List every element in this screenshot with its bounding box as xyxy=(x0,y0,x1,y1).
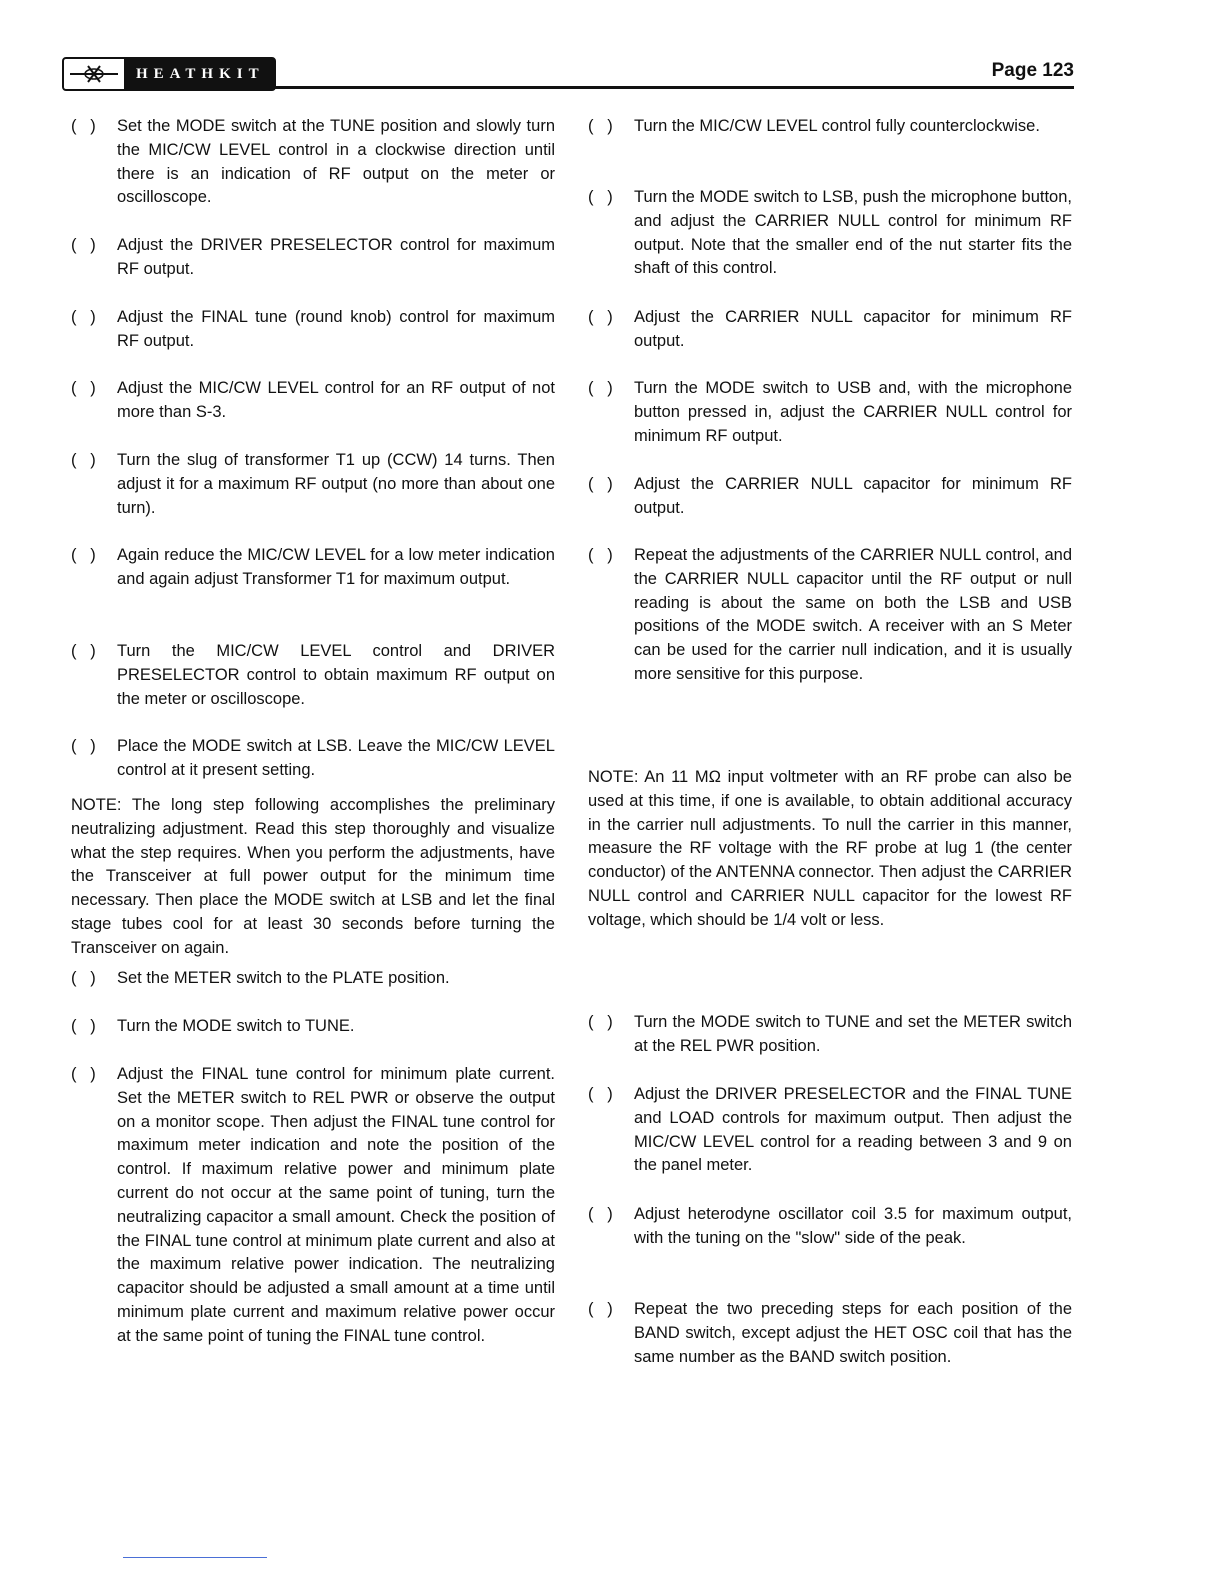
checkbox[interactable]: ( ) xyxy=(588,308,613,326)
checkbox[interactable]: ( ) xyxy=(588,1205,613,1223)
right-step-4: ( ) Turn the MODE switch to USB and, with the microphone button pressed in, adjust the CARRIER NULL control for minimum RF output. xyxy=(588,379,1072,445)
left-step-10: ( ) Turn the MODE switch to TUNE. xyxy=(71,1015,555,1039)
header-rule xyxy=(270,86,1074,89)
checkbox[interactable]: ( ) xyxy=(71,642,96,660)
checkbox[interactable]: ( ) xyxy=(71,969,96,987)
right-step-10: ( ) Repeat the two preceding steps for each position of the BAND switch, except adjust the HET OSC coil that has the same number as the BAND switch position. xyxy=(588,1300,1072,1366)
checkbox[interactable]: ( ) xyxy=(588,546,613,564)
checkbox[interactable]: ( ) xyxy=(588,475,613,493)
checkbox[interactable]: ( ) xyxy=(71,737,96,755)
checkbox[interactable]: ( ) xyxy=(588,1085,613,1103)
checkbox[interactable]: ( ) xyxy=(588,188,613,206)
right-step-7: ( ) Turn the MODE switch to TUNE and set the METER switch at the REL PWR position. xyxy=(588,1013,1072,1055)
logo-emblem-icon xyxy=(64,59,126,89)
checkbox[interactable]: ( ) xyxy=(71,546,96,564)
left-note: NOTE: The long step following accomplishes the preliminary neutralizing adjustment. Read this step thoroughly and visualize what the step requires. When you perform the adjustments, have the Transceiver at full power output for the minimum time necessary. Then place the MODE switch at LSB and let the final stage tubes cool for at least 30 seconds before turning the Transceiver on again. xyxy=(71,796,555,957)
left-step-11: ( ) Adjust the FINAL tune control for minimum plate current. Set the METER switch to REL PWR or observe the output on a monitor scope. Then adjust the FINAL tune control for maximum meter indication and note the position of the control. If maximum relative power and minimum plate current do not occur at the same point of tuning, turn the neutralizing capacitor a small amount. Check the position of the FINAL tune control at minimum plate current and also at the maximum relative power indication. The neutralizing capacitor should be adjusted a small amount at a time until minimum plate current and maximum relative power occur at the same point of tuning the FINAL tune control. xyxy=(71,1065,555,1345)
checkbox[interactable]: ( ) xyxy=(588,117,613,135)
left-step-4: ( ) Adjust the MIC/CW LEVEL control for an RF output of not more than S-3. xyxy=(71,379,555,421)
right-step-2: ( ) Turn the MODE switch to LSB, push the microphone button, and adjust the CARRIER NULL control for minimum RF output. Note that the smaller end of the nut starter fits the shaft of this control. xyxy=(588,188,1072,278)
footer-rule xyxy=(123,1557,267,1558)
checkbox[interactable]: ( ) xyxy=(588,379,613,397)
checkbox[interactable]: ( ) xyxy=(71,308,96,326)
logo-text: HEATHKIT xyxy=(136,65,265,82)
right-step-1: ( ) Turn the MIC/CW LEVEL control fully counterclockwise. xyxy=(588,115,1072,139)
left-step-3: ( ) Adjust the FINAL tune (round knob) control for maximum RF output. xyxy=(71,308,555,350)
right-step-3: ( ) Adjust the CARRIER NULL capacitor for minimum RF output. xyxy=(588,308,1072,350)
right-step-6: ( ) Repeat the adjustments of the CARRIER NULL control, and the CARRIER NULL capacitor until the RF output or null reading is about the same on both the LSB and USB positions of the MODE switch. A receiver with an S Meter can be used for the carrier null indication, and it is usually more sensitive for this purpose. xyxy=(588,546,1072,683)
heathkit-logo xyxy=(62,57,276,91)
page-number: Page 123 xyxy=(991,60,1074,81)
left-step-7: ( ) Turn the MIC/CW LEVEL control and DRIVER PRESELECTOR control to obtain maximum RF output on the meter or oscilloscope. xyxy=(71,642,555,708)
right-step-5: ( ) Adjust the CARRIER NULL capacitor for minimum RF output. xyxy=(588,475,1072,517)
left-step-1: ( ) Set the MODE switch at the TUNE position and slowly turn the MIC/CW LEVEL control in a clockwise direction until there is an indication of RF output on the meter or oscilloscope. xyxy=(71,117,555,207)
left-step-6: ( ) Again reduce the MIC/CW LEVEL for a low meter indication and again adjust Transformer T1 for maximum output. xyxy=(71,546,555,588)
checkbox[interactable]: ( ) xyxy=(71,236,96,254)
left-step-2: ( ) Adjust the DRIVER PRESELECTOR control for maximum RF output. xyxy=(71,236,555,278)
left-step-8: ( ) Place the MODE switch at LSB. Leave the MIC/CW LEVEL control at it present setting. xyxy=(71,737,555,779)
checkbox[interactable]: ( ) xyxy=(71,117,96,135)
left-step-9: ( ) Set the METER switch to the PLATE position. xyxy=(71,967,555,991)
right-note: NOTE: An 11 MΩ input voltmeter with an RF probe can also be used at this time, if one is available, to obtain additional accuracy in the carrier null adjustments. To null the carrier in this manner, measure the RF voltage with the RF probe at lug 1 (the center conductor) of the ANTENNA connector. Then adjust the CARRIER NULL control and CARRIER NULL capacitor for the lowest RF voltage, which should be 1/4 volt or less. xyxy=(588,768,1072,929)
right-step-9: ( ) Adjust heterodyne oscillator coil 3.5 for maximum output, with the tuning on the "slow" side of the peak. xyxy=(588,1205,1072,1247)
checkbox[interactable]: ( ) xyxy=(71,379,96,397)
checkbox[interactable]: ( ) xyxy=(71,1017,96,1035)
left-step-5: ( ) Turn the slug of transformer T1 up (CCW) 14 turns. Then adjust it for a maximum RF output (no more than about one turn). xyxy=(71,451,555,517)
checkbox[interactable]: ( ) xyxy=(71,1065,96,1083)
checkbox[interactable]: ( ) xyxy=(588,1013,613,1031)
checkbox[interactable]: ( ) xyxy=(588,1300,613,1318)
right-step-8: ( ) Adjust the DRIVER PRESELECTOR and the FINAL TUNE and LOAD controls for maximum output. Then adjust the MIC/CW LEVEL control for a reading between 3 and 9 on the panel meter. xyxy=(588,1085,1072,1175)
checkbox[interactable]: ( ) xyxy=(71,451,96,469)
